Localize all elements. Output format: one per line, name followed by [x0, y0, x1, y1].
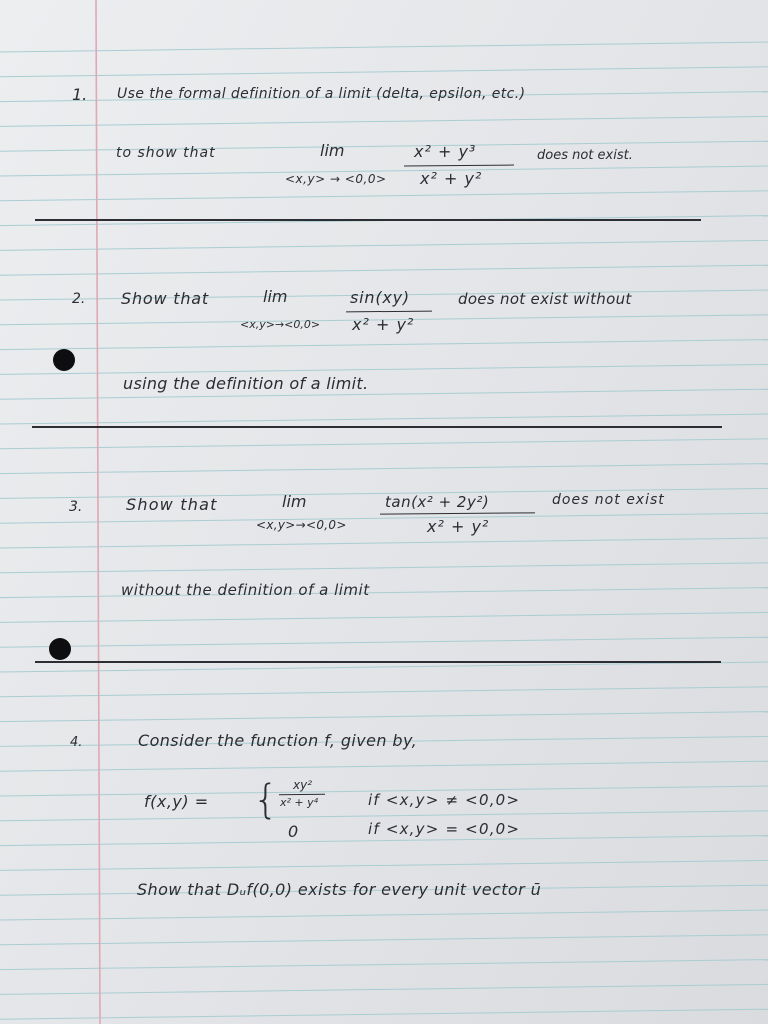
margin-line [96, 0, 100, 1024]
ruled-line [0, 910, 768, 920]
case1-condition: if <x,y> ≠ <0,0> [368, 791, 521, 809]
ruled-line [0, 960, 768, 970]
problem-number: 1. [72, 85, 88, 104]
fraction-denominator: x² + y² [420, 169, 483, 188]
ruled-line [0, 67, 768, 77]
case1-numerator: xy² [293, 778, 313, 792]
separator-rule [32, 426, 722, 428]
problem-tail: does not exist. [537, 148, 633, 163]
ruled-line [0, 191, 768, 201]
ruled-line [0, 538, 768, 548]
problem-intro: Use the formal definition of a limit (delta, epsilon, etc.) [117, 86, 526, 102]
ruled-line [0, 612, 768, 622]
ruled-line [0, 712, 768, 722]
binder-hole-top [53, 349, 75, 371]
ruled-line [0, 588, 768, 598]
fraction-numerator: x² + y³ [414, 142, 477, 161]
ruled-line [0, 414, 768, 424]
ruled-line [0, 216, 768, 226]
limit-operator: lim [263, 287, 288, 306]
ruled-line [0, 984, 768, 994]
closing-statement: Show that Dᵤf(0,0) exists for every unit vector ū [137, 880, 542, 899]
ruled-line [0, 265, 768, 275]
ruled-line [0, 464, 768, 474]
ruled-line [0, 364, 768, 374]
ruled-line [0, 1009, 768, 1019]
ruled-line [0, 563, 768, 573]
fraction-numerator: sin(xy) [350, 288, 410, 307]
ruled-line [0, 116, 768, 126]
problem-tail: does not exist [552, 492, 665, 508]
case1-denominator: x² + y⁴ [280, 796, 319, 809]
case2-condition: if <x,y> = <0,0> [368, 820, 521, 838]
ruled-line [0, 42, 768, 52]
ruled-line [0, 687, 768, 697]
problem-number: 2. [72, 291, 86, 307]
problem-tail: does not exist without [458, 290, 632, 308]
problem-intro: Consider the function f, given by, [138, 731, 418, 750]
ruled-line [0, 240, 768, 250]
ruled-line [0, 439, 768, 449]
ruled-line [0, 637, 768, 647]
limit-subscript: <x,y> → <0,0> [285, 172, 387, 186]
problem-number: 4. [70, 735, 83, 750]
problem-lead: Show that [126, 495, 218, 514]
limit-operator: lim [320, 141, 345, 160]
ruled-line [0, 761, 768, 771]
problem-number: 3. [69, 499, 83, 515]
problem-lead: to show that [116, 145, 216, 161]
separator-rule [35, 661, 721, 663]
problem-lead: Show that [121, 289, 209, 308]
limit-subscript: <x,y>→<0,0> [240, 318, 321, 331]
problem-line-2: using the definition of a limit. [123, 374, 369, 393]
problem-line-2: without the definition of a limit [121, 581, 370, 599]
fraction-denominator: x² + y² [427, 517, 490, 536]
piecewise-brace: { [253, 777, 279, 823]
ruled-line [0, 860, 768, 870]
ruled-line [0, 662, 768, 672]
separator-rule [35, 219, 701, 221]
limit-subscript: <x,y>→<0,0> [256, 518, 347, 532]
ruled-line [0, 389, 768, 399]
limit-operator: lim [282, 492, 307, 511]
fraction-numerator: tan(x² + 2y²) [385, 493, 490, 511]
fraction-denominator: x² + y² [352, 315, 415, 334]
case2-value: 0 [288, 822, 299, 841]
function-name: f(x,y) = [144, 792, 209, 811]
ruled-line [0, 340, 768, 350]
binder-hole-bottom [49, 638, 71, 660]
ruled-line [0, 935, 768, 945]
